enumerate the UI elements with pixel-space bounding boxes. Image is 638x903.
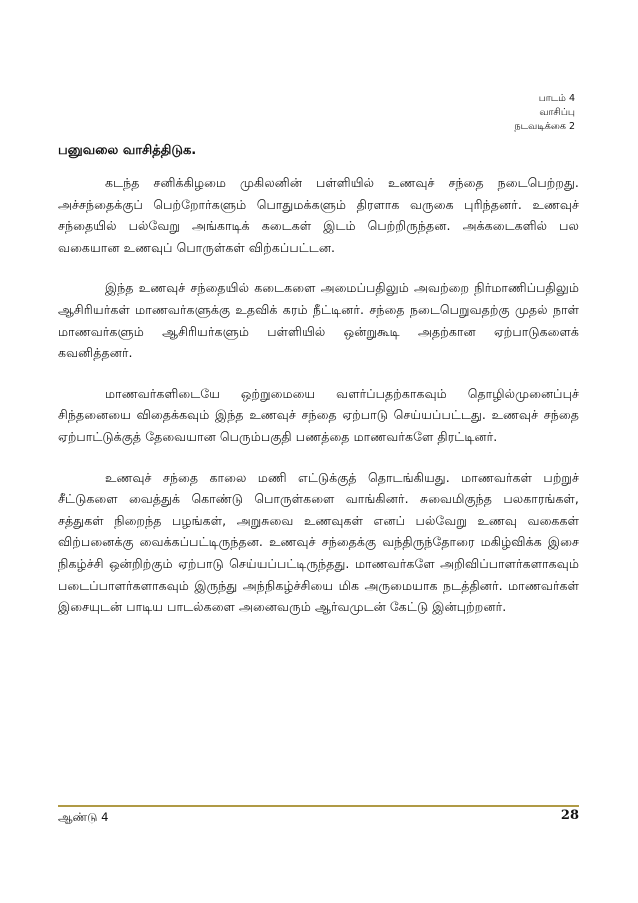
paragraph-2: இந்த உணவுச் சந்தையில் கடைகளை அமைப்பதிலும் அவற்றை நிர்மாணிப்பதிலும் ஆசிரியர்கள் மாணவர்களுக்கு உதவிக் கரம் நீட்டினர். சந்தை நடைபெறுவதற்கு முதல் நாள் மாணவர்களும் ஆசிரியர்களும் பள்ளியில் ஒன்றுகூடி அதற்கான ஏற்பாடுகளைக் கவனித்தனர். <box>58 280 579 361</box>
paragraph-3: மாணவர்களிடையே ஒற்றுமையை வளர்ப்பதற்காகவும் தொழில்முனைப்புச் சிந்தனையை விதைக்கவும் இந்த உணவுச் சந்தை ஏற்பாடு செய்யப்பட்டது. உணவுச் சந்தை ஏற்பாட்டுக்குத் தேவையான பெரும்பகுதி பணத்தை மாணவர்களே திரட்டினர். <box>58 385 579 444</box>
lesson-label: பாடம் 4 <box>538 93 575 104</box>
lesson-meta <box>514 92 575 134</box>
page-number: 28 <box>560 808 579 823</box>
instruction-heading: பனுவலை வாசித்திடுக. <box>58 143 197 158</box>
activity-label: நடவடிக்கை 2 <box>514 121 575 132</box>
footer-year: ஆண்டு 4 <box>58 810 109 824</box>
passage-body <box>58 172 579 637</box>
footer-divider <box>58 805 579 807</box>
skill-label: வாசிப்பு <box>539 107 575 118</box>
paragraph-1: கடந்த சனிக்கிழமை முகிலனின் பள்ளியில் உணவுச் சந்தை நடைபெற்றது. அச்சந்தைக்குப் பெற்றோர்களும் பொதுமக்களும் திரளாக வருகை புரிந்தனர். உணவுச் சந்தையில் பல்வேறு அங்காடிக் கடைகள் இடம் பெற்றிருந்தன. அக்கடைகளில் பல வகையான உணவுப் பொருள்கள் விற்கப்பட்டன. <box>58 175 579 255</box>
paragraph-4: உணவுச் சந்தை காலை மணி எட்டுக்குத் தொடங்கியது. மாணவர்கள் பற்றுச் சீட்டுகளை வைத்துக் கொண்டு பொருள்களை வாங்கினர். சுவைமிகுந்த பலகாரங்கள், சத்துகள் நிறைந்த பழங்கள், அறுசுவை உணவுகள் எனப் பல்வேறு உணவு வகைகள் விற்பனைக்கு வைக்கப்பட்டிருந்தன. உணவுச் சந்தைக்கு வந்திருந்தோரை மகிழ்விக்க இசை நிகழ்ச்சி ஒன்றிற்கும் ஏற்பாடு செய்யப்பட்டிருந்தது. மாணவர்களே அறிவிப்பாளர்களாகவும் படைப்பாளர்களாகவும் இருந்து அந்நிகழ்ச்சியை மிக அருமையாக நடத்தினர். மாணவர்கள் இசையுடன் பாடிய பாடல்களை அனைவரும் ஆர்வமுடன் கேட்டு இன்புற்றனர். <box>58 469 579 615</box>
